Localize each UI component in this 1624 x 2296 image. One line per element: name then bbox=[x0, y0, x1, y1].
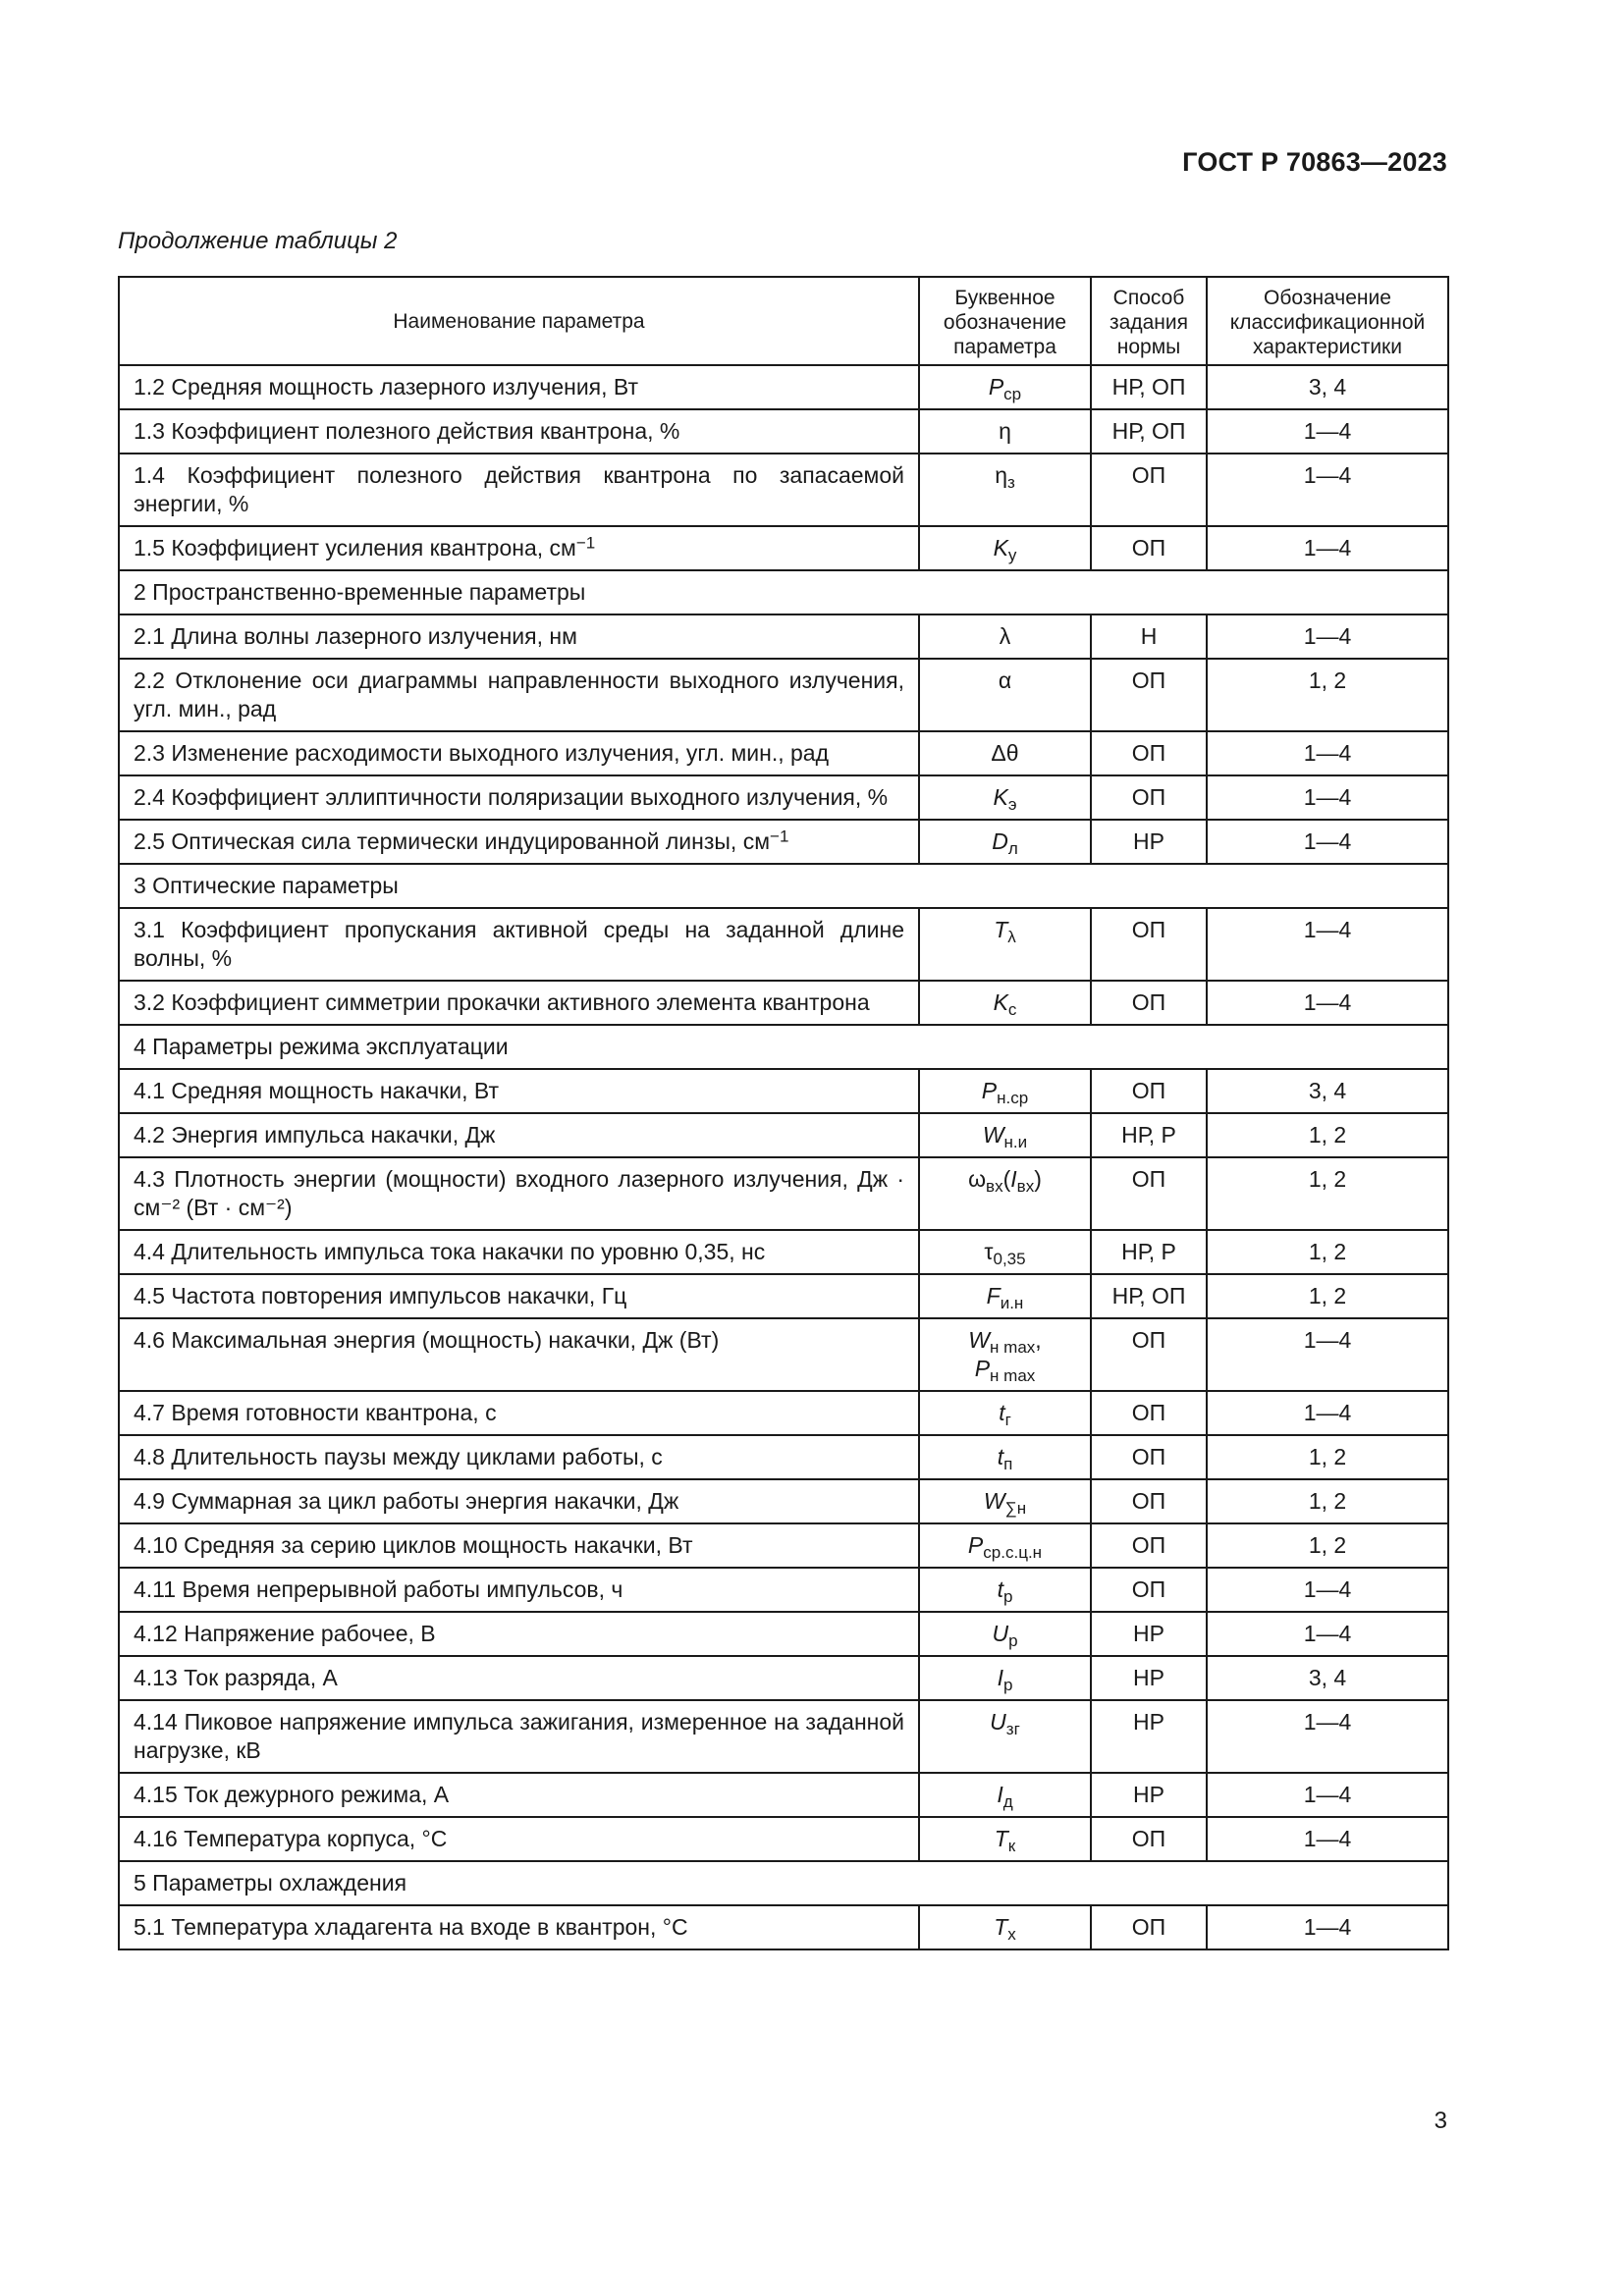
parameter-name-text: 4.6 Максимальная энергия (мощность) накачки, Дж (Вт) bbox=[134, 1327, 720, 1353]
parameter-symbol bbox=[919, 1230, 1091, 1274]
norm-method: НР, ОП bbox=[1091, 409, 1207, 454]
header-norm-method: Способ задания нормы bbox=[1091, 277, 1207, 365]
classification-code: 1, 2 bbox=[1207, 1435, 1448, 1479]
norm-method: ОП bbox=[1091, 1905, 1207, 1949]
standard-designation: ГОСТ Р 70863—2023 bbox=[1182, 147, 1447, 177]
table-row bbox=[119, 1568, 1448, 1612]
parameter-symbol bbox=[919, 1656, 1091, 1700]
symbol-base: τ bbox=[984, 1239, 994, 1264]
parameter-name bbox=[119, 1391, 919, 1435]
parameter-name bbox=[119, 1274, 919, 1318]
table-row bbox=[119, 1479, 1448, 1523]
parameter-symbol bbox=[919, 981, 1091, 1025]
parameter-name bbox=[119, 365, 919, 409]
parameter-name bbox=[119, 1568, 919, 1612]
classification-code: 1—4 bbox=[1207, 526, 1448, 570]
norm-method: ОП bbox=[1091, 1069, 1207, 1113]
symbol-base: , bbox=[1035, 1327, 1042, 1353]
parameter-symbol bbox=[919, 454, 1091, 526]
header-classification: Обозначение классификационной характеристики bbox=[1207, 277, 1448, 365]
norm-method: ОП bbox=[1091, 731, 1207, 775]
table-row bbox=[119, 1230, 1448, 1274]
classification-code: 1—4 bbox=[1207, 1612, 1448, 1656]
parameter-symbol bbox=[919, 820, 1091, 864]
symbol-subscript: ср.с.ц.н bbox=[983, 1543, 1043, 1563]
symbol-subscript: у bbox=[1007, 546, 1017, 565]
symbol-base: T bbox=[994, 1826, 1008, 1851]
page-number: 3 bbox=[1434, 2108, 1447, 2134]
parameter-symbol bbox=[919, 1523, 1091, 1568]
classification-code: 1—4 bbox=[1207, 1817, 1448, 1861]
norm-method: ОП bbox=[1091, 1817, 1207, 1861]
symbol-base: T bbox=[994, 1914, 1008, 1940]
norm-method: НР bbox=[1091, 1612, 1207, 1656]
table-row bbox=[119, 820, 1448, 864]
parameter-name-text: 4.2 Энергия импульса накачки, Дж bbox=[134, 1122, 496, 1148]
table-row bbox=[119, 1523, 1448, 1568]
table-row bbox=[119, 1113, 1448, 1157]
parameter-symbol bbox=[919, 1435, 1091, 1479]
parameter-name bbox=[119, 1612, 919, 1656]
parameter-name-text: 2.3 Изменение расходимости выходного излучения, угл. мин., рад bbox=[134, 740, 830, 766]
parameter-name bbox=[119, 659, 919, 731]
symbol-subscript: з bbox=[1006, 473, 1015, 493]
classification-code: 1, 2 bbox=[1207, 1479, 1448, 1523]
symbol-base: T bbox=[994, 917, 1008, 942]
section-title: 4 Параметры режима эксплуатации bbox=[119, 1025, 1448, 1069]
parameter-name-text: 1.3 Коэффициент полезного действия квантрона, % bbox=[134, 418, 680, 444]
parameter-name bbox=[119, 1817, 919, 1861]
parameter-name bbox=[119, 1318, 919, 1391]
parameter-symbol bbox=[919, 365, 1091, 409]
symbol-subscript: с bbox=[1007, 1000, 1017, 1020]
table-row bbox=[119, 614, 1448, 659]
symbol-subscript: п bbox=[1003, 1455, 1013, 1474]
parameter-symbol bbox=[919, 1612, 1091, 1656]
classification-code: 1—4 bbox=[1207, 614, 1448, 659]
parameter-name bbox=[119, 820, 919, 864]
parameter-symbol bbox=[919, 1274, 1091, 1318]
table-row bbox=[119, 1157, 1448, 1230]
classification-code: 1—4 bbox=[1207, 775, 1448, 820]
symbol-subscript: вх bbox=[1016, 1177, 1035, 1197]
table-section-row bbox=[119, 1025, 1448, 1069]
table-row bbox=[119, 365, 1448, 409]
parameter-name-text: 4.1 Средняя мощность накачки, Вт bbox=[134, 1078, 500, 1103]
parameter-name bbox=[119, 1069, 919, 1113]
symbol-subscript: ср bbox=[1003, 385, 1022, 404]
table-row bbox=[119, 1318, 1448, 1391]
norm-method: ОП bbox=[1091, 908, 1207, 981]
norm-method: НР, ОП bbox=[1091, 1274, 1207, 1318]
parameter-symbol bbox=[919, 1568, 1091, 1612]
parameter-name bbox=[119, 908, 919, 981]
norm-method: НР bbox=[1091, 1656, 1207, 1700]
parameter-name bbox=[119, 1157, 919, 1230]
parameter-name-text: 2.2 Отклонение оси диаграммы направленности выходного излучения, угл. мин., рад bbox=[134, 667, 904, 721]
table-section-row bbox=[119, 1861, 1448, 1905]
classification-code: 1, 2 bbox=[1207, 1274, 1448, 1318]
parameter-symbol bbox=[919, 1113, 1091, 1157]
section-title: 2 Пространственно-временные параметры bbox=[119, 570, 1448, 614]
symbol-base: t bbox=[997, 1576, 1003, 1602]
table-row bbox=[119, 1700, 1448, 1773]
symbol-base: ω bbox=[968, 1166, 987, 1192]
parameter-name bbox=[119, 1656, 919, 1700]
norm-method: ОП bbox=[1091, 775, 1207, 820]
parameter-name bbox=[119, 526, 919, 570]
section-title: 3 Оптические параметры bbox=[119, 864, 1448, 908]
symbol-subscript: р bbox=[1002, 1676, 1013, 1695]
parameter-name bbox=[119, 1523, 919, 1568]
unit-exponent: −1 bbox=[575, 533, 596, 553]
norm-method: НР, Р bbox=[1091, 1230, 1207, 1274]
norm-method: ОП bbox=[1091, 1523, 1207, 1568]
table-row bbox=[119, 981, 1448, 1025]
norm-method: ОП bbox=[1091, 1479, 1207, 1523]
symbol-base: K bbox=[993, 989, 1008, 1015]
symbol-base: η bbox=[999, 418, 1011, 444]
classification-code: 1—4 bbox=[1207, 1905, 1448, 1949]
parameter-name-text: 4.5 Частота повторения импульсов накачки, Гц bbox=[134, 1283, 627, 1308]
parameter-symbol bbox=[919, 1817, 1091, 1861]
classification-code: 1—4 bbox=[1207, 1391, 1448, 1435]
symbol-base: F bbox=[986, 1283, 1001, 1308]
symbol-subscript: ∑н bbox=[1004, 1499, 1027, 1519]
table-section-row bbox=[119, 864, 1448, 908]
norm-method: ОП bbox=[1091, 659, 1207, 731]
parameter-name bbox=[119, 614, 919, 659]
table-row bbox=[119, 526, 1448, 570]
norm-method: ОП bbox=[1091, 454, 1207, 526]
symbol-base: W bbox=[982, 1122, 1004, 1148]
classification-code: 1, 2 bbox=[1207, 1230, 1448, 1274]
symbol-base: η bbox=[995, 462, 1007, 488]
table-row bbox=[119, 659, 1448, 731]
symbol-subscript: н.ср bbox=[997, 1089, 1029, 1108]
classification-code: 1—4 bbox=[1207, 1773, 1448, 1817]
symbol-subscript: р bbox=[1008, 1631, 1018, 1651]
symbol-base: t bbox=[999, 1400, 1005, 1425]
symbol-subscript: зг bbox=[1005, 1720, 1020, 1739]
classification-code: 1—4 bbox=[1207, 1318, 1448, 1391]
symbol-subscript: х bbox=[1007, 1925, 1016, 1945]
parameter-name bbox=[119, 454, 919, 526]
table-row bbox=[119, 775, 1448, 820]
parameter-symbol bbox=[919, 526, 1091, 570]
table-row bbox=[119, 1656, 1448, 1700]
symbol-base: U bbox=[990, 1709, 1006, 1735]
symbol-base: I bbox=[997, 1665, 1003, 1690]
parameter-symbol bbox=[919, 614, 1091, 659]
norm-method: НР bbox=[1091, 1700, 1207, 1773]
parameter-symbol bbox=[919, 1157, 1091, 1230]
symbol-base: K bbox=[993, 784, 1008, 810]
parameter-name-text: 4.16 Температура корпуса, °С bbox=[134, 1826, 448, 1851]
table-row bbox=[119, 1391, 1448, 1435]
unit-exponent: −1 bbox=[770, 827, 789, 846]
parameter-name-text: 4.3 Плотность энергии (мощности) входного лазерного излучения, Дж · см⁻² (Вт · см⁻²) bbox=[134, 1166, 904, 1220]
symbol-subscript: и.н bbox=[1000, 1294, 1024, 1313]
parameter-symbol bbox=[919, 1905, 1091, 1949]
symbol-subscript: р bbox=[1002, 1587, 1013, 1607]
symbol-subscript: н max bbox=[990, 1338, 1036, 1358]
parameter-name-text: 4.9 Суммарная за цикл работы энергия накачки, Дж bbox=[134, 1488, 679, 1514]
symbol-subscript: 0,35 bbox=[993, 1250, 1026, 1269]
parameter-symbol bbox=[919, 775, 1091, 820]
parameter-name bbox=[119, 731, 919, 775]
classification-code: 3, 4 bbox=[1207, 365, 1448, 409]
parameter-name-text: 5.1 Температура хладагента на входе в квантрон, °С bbox=[134, 1914, 688, 1940]
symbol-subscript: д bbox=[1002, 1792, 1013, 1812]
symbol-base: λ bbox=[999, 623, 1011, 649]
parameter-name-text: 4.12 Напряжение рабочее, В bbox=[134, 1621, 436, 1646]
table-row bbox=[119, 1817, 1448, 1861]
parameter-name-text: 4.14 Пиковое напряжение импульса зажигания, измеренное на заданной нагрузке, кВ bbox=[134, 1709, 904, 1763]
symbol-base: ) bbox=[1034, 1166, 1042, 1192]
parameter-symbol bbox=[919, 659, 1091, 731]
symbol-base: P bbox=[981, 1078, 998, 1103]
parameter-name-text: 2.5 Оптическая сила термически индуцированной линзы, см bbox=[134, 828, 771, 854]
norm-method: ОП bbox=[1091, 981, 1207, 1025]
classification-code: 1, 2 bbox=[1207, 659, 1448, 731]
classification-code: 1—4 bbox=[1207, 1700, 1448, 1773]
parameter-symbol bbox=[919, 731, 1091, 775]
table-caption: Продолжение таблицы 2 bbox=[118, 228, 398, 254]
symbol-base: I bbox=[1010, 1166, 1017, 1192]
parameter-name bbox=[119, 1479, 919, 1523]
header-parameter-name: Наименование параметра bbox=[119, 277, 919, 365]
symbol-base: P bbox=[988, 374, 1004, 400]
parameters-table bbox=[118, 276, 1449, 1950]
table-row bbox=[119, 1612, 1448, 1656]
table-section-row bbox=[119, 570, 1448, 614]
table-row bbox=[119, 1773, 1448, 1817]
parameter-name bbox=[119, 981, 919, 1025]
classification-code: 3, 4 bbox=[1207, 1069, 1448, 1113]
symbol-base: t bbox=[997, 1444, 1004, 1469]
table-row bbox=[119, 454, 1448, 526]
table-row bbox=[119, 1435, 1448, 1479]
table-row bbox=[119, 1069, 1448, 1113]
parameter-name-text: 2.1 Длина волны лазерного излучения, нм bbox=[134, 623, 577, 649]
parameter-name-text: 1.2 Средняя мощность лазерного излучения, Вт bbox=[134, 374, 639, 400]
parameter-name-text: 4.8 Длительность паузы между циклами работы, с bbox=[134, 1444, 663, 1469]
symbol-base: W bbox=[968, 1327, 991, 1353]
parameter-symbol bbox=[919, 1479, 1091, 1523]
parameter-name bbox=[119, 775, 919, 820]
norm-method: ОП bbox=[1091, 1318, 1207, 1391]
symbol-base: P bbox=[974, 1356, 991, 1381]
classification-code: 1, 2 bbox=[1207, 1523, 1448, 1568]
parameter-symbol bbox=[919, 1318, 1091, 1391]
parameter-name-text: 4.13 Ток разряда, А bbox=[134, 1665, 338, 1690]
parameter-symbol bbox=[919, 908, 1091, 981]
table-row bbox=[119, 409, 1448, 454]
table-row bbox=[119, 731, 1448, 775]
symbol-subscript: г bbox=[1004, 1411, 1011, 1430]
symbol-base: P bbox=[967, 1532, 984, 1558]
parameter-name-text: 4.15 Ток дежурного режима, А bbox=[134, 1782, 450, 1807]
parameter-symbol bbox=[919, 1773, 1091, 1817]
parameter-symbol bbox=[919, 1069, 1091, 1113]
parameter-symbol bbox=[919, 1391, 1091, 1435]
classification-code: 1, 2 bbox=[1207, 1113, 1448, 1157]
symbol-base: α bbox=[998, 667, 1012, 693]
table-body bbox=[119, 365, 1448, 1949]
section-title: 5 Параметры охлаждения bbox=[119, 1861, 1448, 1905]
parameter-name-text: 4.10 Средняя за серию циклов мощность накачки, Вт bbox=[134, 1532, 693, 1558]
symbol-base: U bbox=[992, 1621, 1009, 1646]
classification-code: 1—4 bbox=[1207, 454, 1448, 526]
symbol-subscript: э bbox=[1007, 795, 1017, 815]
norm-method: НР bbox=[1091, 1773, 1207, 1817]
symbol-subscript: λ bbox=[1007, 928, 1016, 947]
parameter-name-text: 3.2 Коэффициент симметрии прокачки активного элемента квантрона bbox=[134, 989, 870, 1015]
classification-code: 1—4 bbox=[1207, 981, 1448, 1025]
parameter-name-text: 1.5 Коэффициент усиления квантрона, см bbox=[134, 535, 576, 561]
parameter-name bbox=[119, 1230, 919, 1274]
symbol-subscript: л bbox=[1007, 839, 1018, 859]
symbol-base: I bbox=[997, 1782, 1003, 1807]
classification-code: 1, 2 bbox=[1207, 1157, 1448, 1230]
parameter-name bbox=[119, 1700, 919, 1773]
classification-code: 1—4 bbox=[1207, 731, 1448, 775]
symbol-subscript: н max bbox=[990, 1366, 1036, 1386]
parameter-name-text: 1.4 Коэффициент полезного действия квантрона по запасаемой энергии, % bbox=[134, 462, 904, 516]
norm-method: ОП bbox=[1091, 1435, 1207, 1479]
norm-method: ОП bbox=[1091, 526, 1207, 570]
table-row bbox=[119, 908, 1448, 981]
parameter-name-text: 4.11 Время непрерывной работы импульсов, ч bbox=[134, 1576, 623, 1602]
classification-code: 3, 4 bbox=[1207, 1656, 1448, 1700]
norm-method: ОП bbox=[1091, 1157, 1207, 1230]
symbol-base: D bbox=[992, 828, 1008, 854]
parameter-name-text: 4.4 Длительность импульса тока накачки по уровню 0,35, нс bbox=[134, 1239, 766, 1264]
table-row bbox=[119, 1274, 1448, 1318]
norm-method: Н bbox=[1091, 614, 1207, 659]
classification-code: 1—4 bbox=[1207, 820, 1448, 864]
header-symbol: Буквенное обозначение параметра bbox=[919, 277, 1091, 365]
parameter-symbol bbox=[919, 1700, 1091, 1773]
classification-code: 1—4 bbox=[1207, 908, 1448, 981]
classification-code: 1—4 bbox=[1207, 1568, 1448, 1612]
symbol-subscript: вх bbox=[986, 1177, 1003, 1197]
parameter-name bbox=[119, 409, 919, 454]
parameter-name bbox=[119, 1435, 919, 1479]
norm-method: ОП bbox=[1091, 1568, 1207, 1612]
symbol-base: Δθ bbox=[991, 740, 1019, 766]
symbol-base: W bbox=[983, 1488, 1005, 1514]
norm-method: НР bbox=[1091, 820, 1207, 864]
norm-method: НР, ОП bbox=[1091, 365, 1207, 409]
table-header-row bbox=[119, 277, 1448, 365]
parameter-name bbox=[119, 1773, 919, 1817]
symbol-subscript: н.и bbox=[1003, 1133, 1028, 1152]
symbol-subscript: к bbox=[1007, 1837, 1016, 1856]
parameter-name-text: 2.4 Коэффициент эллиптичности поляризации выходного излучения, % bbox=[134, 784, 889, 810]
parameter-name-text: 3.1 Коэффициент пропускания активной среды на заданной длине волны, % bbox=[134, 917, 904, 971]
symbol-base: K bbox=[993, 535, 1008, 561]
parameter-symbol bbox=[919, 409, 1091, 454]
symbol-base: ( bbox=[1002, 1166, 1011, 1192]
parameter-name bbox=[119, 1113, 919, 1157]
table-row bbox=[119, 1905, 1448, 1949]
parameter-name bbox=[119, 1905, 919, 1949]
norm-method: НР, Р bbox=[1091, 1113, 1207, 1157]
parameter-name-text: 4.7 Время готовности квантрона, с bbox=[134, 1400, 497, 1425]
classification-code: 1—4 bbox=[1207, 409, 1448, 454]
norm-method: ОП bbox=[1091, 1391, 1207, 1435]
